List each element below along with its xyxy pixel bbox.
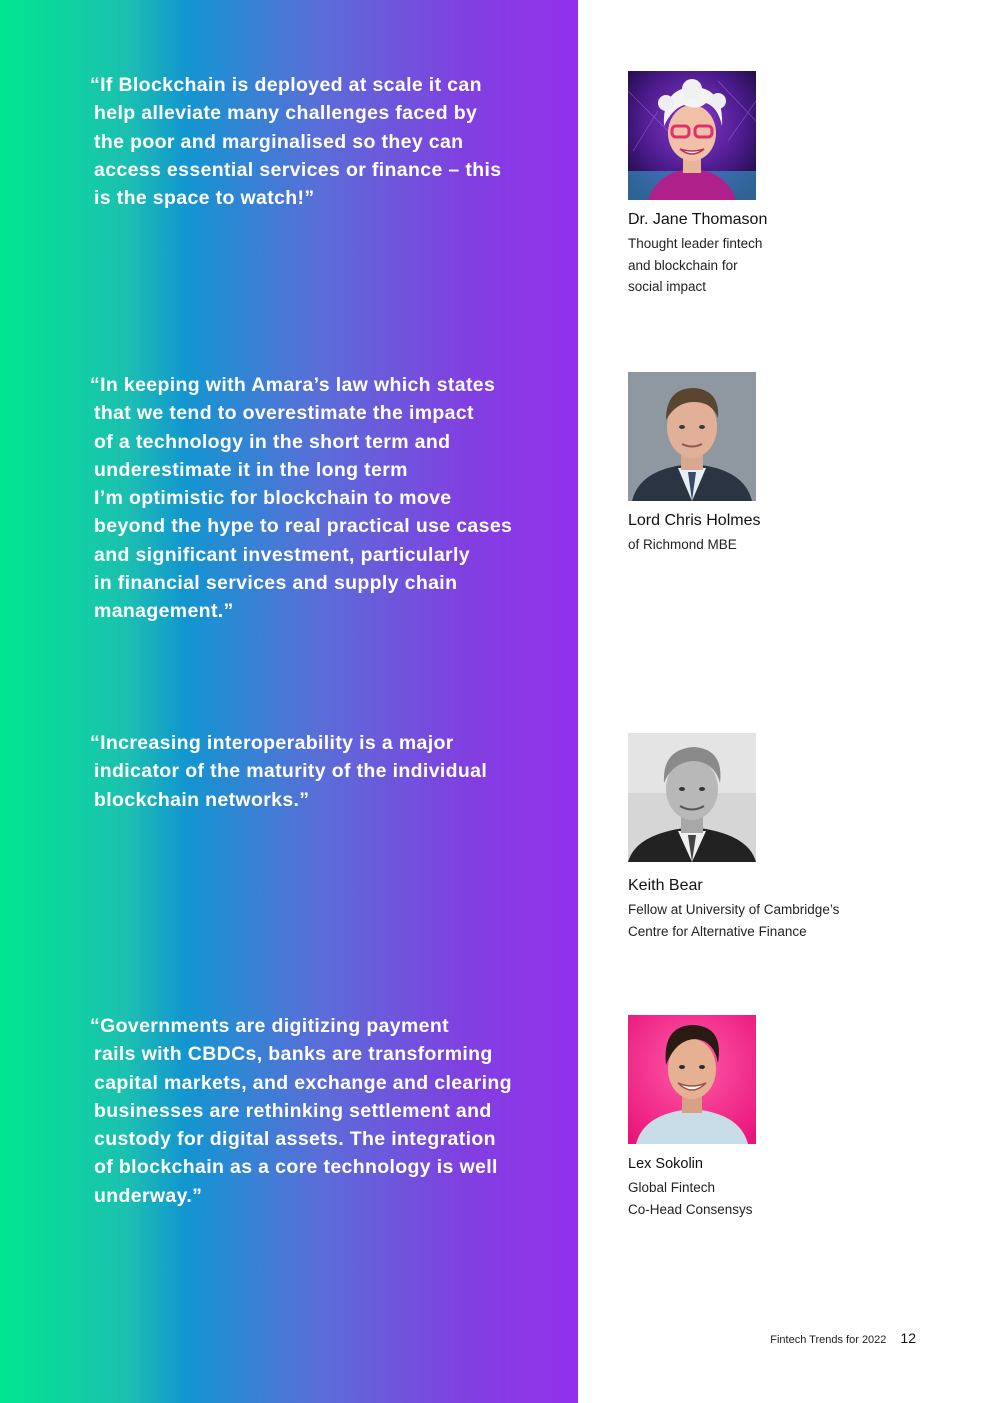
person-jane-thomason [628, 71, 928, 298]
portrait-woman-white-hair-icon [628, 71, 756, 200]
person-role-line: social impact [628, 279, 707, 294]
quote-line: is the space to watch!” [94, 187, 315, 210]
person-role-line: Centre for Alternative Finance [628, 923, 807, 939]
quote-line: of blockchain as a core technology is well [94, 1156, 498, 1179]
quote-line: underestimate it in the long term [94, 458, 408, 481]
quote-line: “If Blockchain is deployed at scale it can [90, 74, 482, 96]
person-role [628, 233, 928, 298]
quote-line: in financial services and supply chain [94, 572, 458, 595]
quote-line: underway.” [94, 1184, 203, 1207]
quote-line: rails with CBDCs, banks are transforming [94, 1043, 493, 1066]
quote-line: of a technology in the short term and [94, 430, 451, 453]
quote-line: help alleviate many challenges faced by [94, 102, 478, 125]
quote-line: management.” [94, 600, 234, 623]
person-role [628, 1177, 928, 1220]
quote-line: “In keeping with Amara’s law which states [90, 374, 496, 396]
quote-line: blockchain networks.” [94, 788, 310, 811]
quote-line: “Increasing interoperability is a major [90, 732, 454, 754]
quote-line: beyond the hype to real practical use cases [94, 515, 513, 538]
quote-1 [90, 71, 560, 212]
quote-line: capital markets, and exchange and clearing [94, 1071, 512, 1094]
person-role-line: Global Fintech [628, 1180, 716, 1195]
portrait-man-suit-icon [628, 372, 756, 501]
quote-4 [90, 1012, 560, 1210]
quote-line: access essential services or finance – this [94, 158, 502, 181]
person-role-line: Fellow at University of Cambridge’s [628, 902, 840, 917]
person-name: Keith Bear [628, 877, 703, 894]
person-role-line: Thought leader fintech [628, 236, 763, 251]
person-name: Lord Chris Holmes [628, 512, 761, 529]
quote-line: the poor and marginalised so they can [94, 130, 464, 153]
person-role [628, 534, 928, 556]
person-name: Dr. Jane Thomason [628, 211, 768, 228]
quote-line: businesses are rethinking settlement and [94, 1099, 492, 1122]
person-keith-bear [628, 733, 928, 942]
quote-2 [90, 371, 560, 626]
person-chris-holmes [628, 372, 928, 556]
person-lex-sokolin [628, 1015, 928, 1220]
footer-title: Fintech Trends for 2022 [770, 1334, 887, 1346]
person-role-line: Co-Head Consensys [628, 1201, 753, 1217]
quote-line: that we tend to overestimate the impact [94, 402, 474, 425]
page-footer [770, 1330, 916, 1346]
quote-line: I’m optimistic for blockchain to move [94, 487, 452, 510]
page-number: 12 [900, 1330, 916, 1346]
portrait-man-pink-background-icon [628, 1015, 756, 1144]
person-role-line: of Richmond MBE [628, 537, 737, 552]
person-role-line: and blockchain for [628, 257, 738, 273]
quote-3 [90, 729, 560, 814]
quote-line: and significant investment, particularly [94, 543, 470, 566]
quote-line: custody for digital assets. The integration [94, 1128, 496, 1151]
person-name: Lex Sokolin [628, 1156, 703, 1172]
quote-line: indicator of the maturity of the individual [94, 760, 488, 783]
person-role [628, 899, 928, 942]
quote-line: “Governments are digitizing payment [90, 1015, 449, 1037]
portrait-man-grayscale-icon [628, 733, 756, 862]
